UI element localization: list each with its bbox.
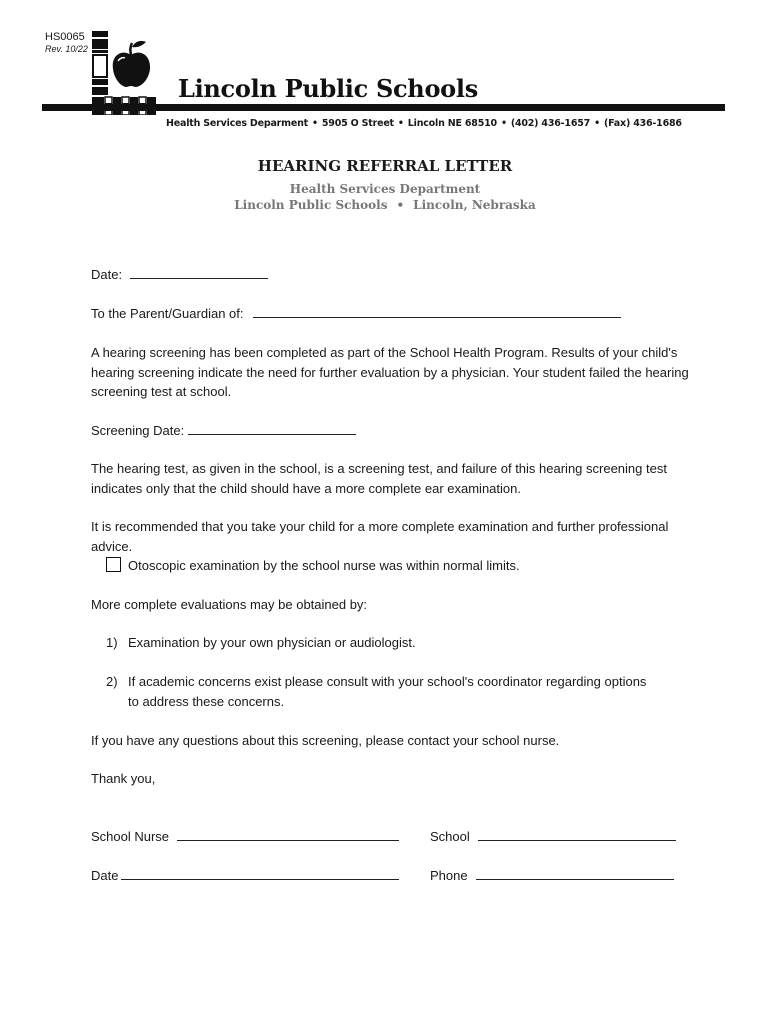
phone-label: Phone xyxy=(430,868,468,883)
subtitle-city: Lincoln, Nebraska xyxy=(413,198,536,212)
evaluations-intro: More complete evaluations may be obtained by: xyxy=(91,597,368,612)
otoscopic-label: Otoscopic examination by the school nurse was within normal limits. xyxy=(128,558,520,573)
date-row xyxy=(91,265,691,285)
screening-paragraph: The hearing test, as given in the school, is a screening test, and failure of this hearing screening test indicates only that the child should have a more complete ear examination. xyxy=(91,461,667,496)
organization-name: Lincoln Public Schools xyxy=(178,74,478,103)
contact-phone: (402) 436-1657 xyxy=(510,118,591,129)
date-label: Date: xyxy=(91,267,123,282)
date-signature-field[interactable] xyxy=(121,867,399,880)
date-signature-label: Date xyxy=(91,868,119,883)
form-code: HS0065 xyxy=(45,31,85,43)
contact-city: Lincoln NE 68510 xyxy=(407,118,497,129)
parent-row xyxy=(91,304,691,324)
closing: Thank you, xyxy=(91,771,156,786)
evaluation-item-2: If academic concerns exist please consult with your school's coordinator regarding options to address these concerns. xyxy=(128,674,647,709)
phone-row xyxy=(430,866,690,886)
evaluation-number-2: 2) xyxy=(106,674,118,689)
letter-subtitle-department: Health Services Department xyxy=(289,182,481,196)
contact-address: 5905 O Street xyxy=(321,118,394,129)
letter-subtitle-location: Lincoln Public Schools • Lincoln, Nebraska xyxy=(234,198,536,212)
intro-paragraph: A hearing screening has been completed as part of the School Health Program. Results of your child's hearing screening indicate the need for further evaluation by a physician. Your student failed the hearing screening test at school. xyxy=(91,345,689,399)
screening-date-label: Screening Date: xyxy=(91,423,185,438)
school-row xyxy=(430,827,690,847)
school-nurse-field[interactable] xyxy=(177,828,399,841)
parent-guardian-field[interactable] xyxy=(253,305,621,318)
parent-guardian-label: To the Parent/Guardian of: xyxy=(91,306,244,321)
subtitle-school: Lincoln Public Schools xyxy=(234,198,388,212)
contact-department: Health Services Deparment xyxy=(166,118,308,129)
evaluation-number-1: 1) xyxy=(106,635,118,650)
questions-paragraph: If you have any questions about this screening, please contact your school nurse. xyxy=(91,733,560,748)
header-divider xyxy=(42,104,725,111)
evaluation-item-1: Examination by your own physician or audiologist. xyxy=(128,635,416,650)
school-label: School xyxy=(430,829,470,844)
form-revision: Rev. 10/22 xyxy=(45,44,88,54)
otoscopic-checkbox[interactable] xyxy=(106,557,121,572)
phone-field[interactable] xyxy=(476,867,674,880)
date-signature-row xyxy=(91,866,421,886)
contact-fax: (Fax) 436-1686 xyxy=(603,118,682,129)
school-nurse-label: School Nurse xyxy=(91,829,170,844)
recommend-paragraph: It is recommended that you take your child for a more complete examination and further professional advice. xyxy=(91,519,669,554)
date-field[interactable] xyxy=(130,266,268,279)
school-nurse-row xyxy=(91,827,421,847)
screening-date-row xyxy=(91,421,691,441)
screening-date-field[interactable] xyxy=(188,422,356,435)
contact-line: Health Services Deparment • 5905 O Street • Lincoln NE 68510 • (402) 436-1657 • (Fax) 436-1686 xyxy=(166,118,682,129)
school-field[interactable] xyxy=(478,828,676,841)
letter-title: HEARING REFERRAL LETTER xyxy=(257,157,513,175)
